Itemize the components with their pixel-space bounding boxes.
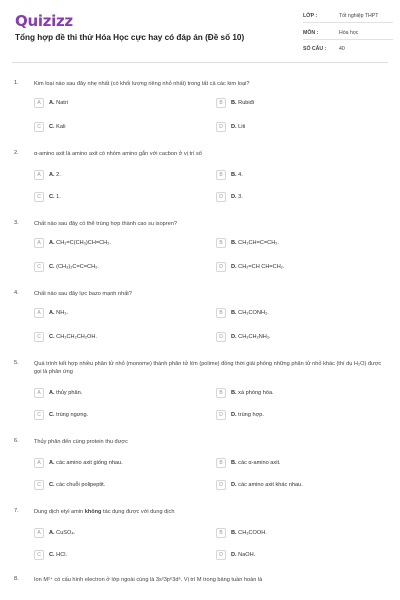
meta-subject-value: Hóa học xyxy=(339,30,359,36)
question-text: Thủy phân đến cùng protein thu được xyxy=(34,439,128,445)
option-letter-badge: A xyxy=(34,170,44,180)
question-text: Kim loại nào sau đây nhẹ nhất (có khối lượng riêng nhỏ nhất) trong tất cả các kim loại? xyxy=(34,81,250,87)
question-text: Chất nào sau đây lực bazo mạnh nhất? xyxy=(34,291,132,297)
option-letter-badge: B xyxy=(216,388,226,398)
question-text: Quá trình kết hợp nhiều phân tử nhỏ (monome) thành phân tử lớn (polime) đồng thời giải phóng những phân tử nhỏ khác (thí dụ H₂O) được gọi là phản ứng xyxy=(34,361,382,375)
meta-divider xyxy=(303,39,393,40)
header-divider xyxy=(12,62,388,63)
option-text: Natri xyxy=(56,100,68,106)
option-letter-badge: B xyxy=(216,308,226,318)
option-text: các amino axit khác nhau. xyxy=(238,482,303,488)
option-text: Kali xyxy=(56,124,66,130)
option-letter-badge: A xyxy=(34,388,44,398)
question-number: 2. xyxy=(14,150,19,156)
question-number: 3. xyxy=(14,220,19,226)
option-text: Rubiđi xyxy=(238,100,255,106)
option-letter-badge: A xyxy=(34,458,44,468)
quizizz-logo: Quizizz xyxy=(15,12,73,30)
option-text: thủy phân. xyxy=(56,390,83,396)
option-text: Liti xyxy=(238,124,246,130)
option-letter-badge: A xyxy=(34,98,44,108)
meta-count-value: 40 xyxy=(339,46,345,52)
option-letter-badge: A xyxy=(34,238,44,248)
question-text: Dung dịch etyl amin không tác dụng được với dung dịch xyxy=(34,509,175,515)
option-text: CH₃CH=C=CH₂. xyxy=(238,240,279,246)
option-text: CH₂=C(CH₃)CH=CH₂. xyxy=(56,240,111,246)
option-letter-badge: D xyxy=(216,332,226,342)
option-letter-badge: C xyxy=(34,332,44,342)
option-text: CH₃CH₂NH₂. xyxy=(238,334,271,340)
question-text: Chất nào sau đây có thể trùng hợp thành cao su isopren? xyxy=(34,221,177,227)
option-letter-badge: D xyxy=(216,550,226,560)
option-letter-badge: C xyxy=(34,122,44,132)
meta-divider xyxy=(303,22,393,23)
option-letter-badge: B xyxy=(216,98,226,108)
option-letter-badge: D xyxy=(216,262,226,272)
option-letter-badge: A xyxy=(34,308,44,318)
meta-subject-label: MÔN : xyxy=(303,30,319,36)
option-letter-badge: C xyxy=(34,480,44,490)
meta-count xyxy=(303,46,393,55)
option-letter-badge: B xyxy=(216,458,226,468)
option-text: trùng hợp. xyxy=(238,412,264,418)
option-letter-badge: C xyxy=(34,192,44,202)
option-letter-badge: D xyxy=(216,410,226,420)
meta-subject xyxy=(303,30,393,39)
option-text: các α-amino axit. xyxy=(238,460,281,466)
option-text: NaOH. xyxy=(238,552,256,558)
option-text: các amino axit giống nhau. xyxy=(56,460,123,466)
option-text: 1. xyxy=(56,194,61,200)
option-text: xà phòng hóa. xyxy=(238,390,274,396)
option-text: các chuỗi polipeptit. xyxy=(56,482,106,488)
option-text: (CH₃)₂C=C=CH₂. xyxy=(56,264,99,270)
option-text: CuSO₄. xyxy=(56,530,76,536)
option-letter-badge: C xyxy=(34,550,44,560)
option-text: CH₃CH₂CH₂OH. xyxy=(56,334,97,340)
option-text: 3. xyxy=(238,194,243,200)
option-letter-badge: B xyxy=(216,170,226,180)
option-text: 2. xyxy=(56,172,61,178)
option-letter-badge: B xyxy=(216,528,226,538)
option-letter-badge: D xyxy=(216,122,226,132)
question-number: 7. xyxy=(14,508,19,514)
question-text: Ion M²⁺ có cấu hình electron ở lớp ngoài cùng là 3s²3p⁶3d⁶. Vị trí M trong bảng tuần hoàn là xyxy=(34,577,263,583)
emphasis-not: không xyxy=(84,509,102,515)
option-text: HCl. xyxy=(56,552,68,558)
question-number: 6. xyxy=(14,438,19,444)
page-title: Tổng hợp đề thi thử Hóa Học cực hay có đáp án (Đề số 10) xyxy=(15,33,245,42)
meta-class xyxy=(303,13,393,22)
option-letter-badge: D xyxy=(216,480,226,490)
question-number: 8. xyxy=(14,576,19,582)
option-text: CH₂=CH CH=CH₂. xyxy=(238,264,285,270)
option-text: CH₃CONH₂. xyxy=(238,310,269,316)
option-letter-badge: C xyxy=(34,262,44,272)
meta-count-label: SỐ CÂU : xyxy=(303,46,327,52)
worksheet-header xyxy=(0,0,400,62)
option-text: 4. xyxy=(238,172,243,178)
option-text: CH₃COOH. xyxy=(238,530,267,536)
meta-class-value: Tốt nghiệp THPT xyxy=(339,13,379,19)
option-letter-badge: A xyxy=(34,528,44,538)
option-text: NH₃. xyxy=(56,310,69,316)
question-text: α-amino axit là amino axit có nhóm amino gắn với cacbon ở vị trí số xyxy=(34,151,202,157)
question-number: 1. xyxy=(14,80,19,86)
option-letter-badge: C xyxy=(34,410,44,420)
meta-class-label: LỚP : xyxy=(303,13,318,19)
question-number: 4. xyxy=(14,290,19,296)
question-number: 5. xyxy=(14,360,19,366)
option-letter-badge: B xyxy=(216,238,226,248)
option-letter-badge: D xyxy=(216,192,226,202)
option-text: trùng ngưng. xyxy=(56,412,89,418)
